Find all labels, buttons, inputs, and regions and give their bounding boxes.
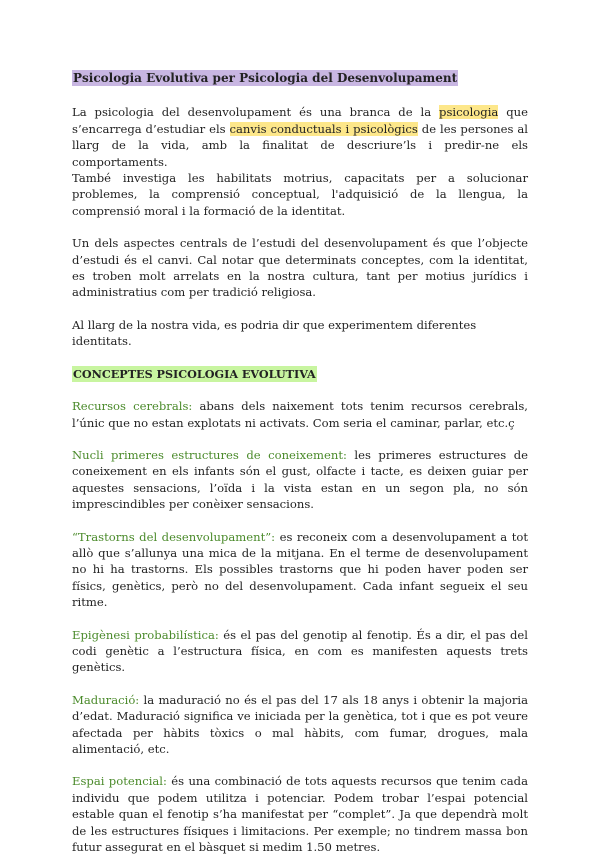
title-line — [72, 70, 528, 86]
concept-recursos-cerebrals — [72, 398, 528, 431]
highlight-psicologia: psicologia — [439, 105, 499, 120]
concept-nucli — [72, 447, 528, 513]
concept-epigenesi — [72, 627, 528, 676]
highlight-canvis: canvis conductuals i psicològics — [229, 121, 418, 136]
intro-text-a: La psicologia del desenvolupament és una branca de la — [72, 105, 440, 120]
intro-text-c: de les persones al llarg de la vida, amb la finalitat de descriure’ls i predir-ne els comportaments. — [72, 121, 528, 169]
intro-paragraph-2: També investiga les habilitats motrius, capacitats per a solucionar problemes, la comprensió conceptual, l'adquisició de la llengua, la comprensió moral i la formació de la identitat. — [72, 171, 528, 218]
concept-term: Epigènesi probabilística: — [72, 627, 219, 642]
concept-trastorns — [72, 529, 528, 611]
concept-text: les primeres estructures de coneixement en els infants són el gust, olfacte i tacte, es deixen guiar per aquestes sensacions, l’oïda i la vista estan en un segon pla, no són imprescindibles per conèixer sensacions. — [72, 447, 529, 512]
document-body — [72, 70, 528, 855]
concept-text: és una combinació de tots aquests recursos que tenim cada individu que podem utilitza i potenciar. Podem trobar l’espai potencial estable quan el fenotip s’ha manifestat per “complet”. Ja que dependrà molt de les estructures físiques i limitacions. Per exemple; no tindrem massa bon futur assegurat en el bàsquet si medim 1.50 metres. — [72, 774, 528, 855]
concept-text: és el pas del genotip al fenotip. És a dir, el pas del codi genètic a l’estructura física, en com es manifesten aquests trets genètics. — [72, 627, 528, 675]
concept-term: Espai potencial: — [72, 774, 167, 789]
concept-term: Maduració: — [72, 692, 140, 707]
section-title-line — [72, 366, 528, 382]
intro-paragraph-3: Un dels aspectes centrals de l’estudi del desenvolupament és que l’objecte d’estudi és el canvi. Cal notar que determinats conceptes, com la identitat, es troben molt arrelats en la nostra cultura, tant per motius jurídics i administratius com per tradició religiosa. — [72, 236, 528, 300]
intro-paragraph-1 — [72, 104, 528, 170]
intro-paragraph-4: Al llarg de la nostra vida, es podria dir que experimentem diferentes identitats. — [72, 317, 477, 349]
concept-term: Nucli primeres estructures de coneixement: — [72, 447, 347, 462]
section-title: CONCEPTES PSICOLOGIA EVOLUTIVA — [73, 366, 316, 381]
concept-term: “Trastorns del desenvolupament”: — [72, 529, 276, 544]
concept-text: la maduració no és el pas del 17 als 18 anys i obtenir la majoria d’edat. Maduració significa ve iniciada per la genètica, tot i que es pot veure afectada per hàbits tòxics o mal hàbits, com fumar, drogues, mala alimentació, etc. — [72, 692, 528, 756]
concept-maduracio — [72, 692, 528, 758]
concept-text: abans dels naixement tots tenim recursos cerebrals, l’únic que no estan explotats ni activats. Com seria el caminar, parlar, etc.ç — [72, 399, 528, 430]
concept-text: es reconeix com a desenvolupament a tot allò que s’allunya una mica de la mitjana. En el terme de desenvolupament no hi ha trastorns. Els possibles trastorns que hi poden haver poden ser físics, genètics, però no del desenvolupament. Cada infant segueix el seu ritme. — [72, 529, 529, 610]
concept-espai-potencial — [72, 773, 528, 855]
document-title: Psicologia Evolutiva per Psicologia del Desenvolupament — [73, 71, 458, 85]
intro-text-b: que s’encarrega d’estudiar els — [72, 105, 528, 136]
concept-term: Recursos cerebrals: — [72, 399, 193, 414]
